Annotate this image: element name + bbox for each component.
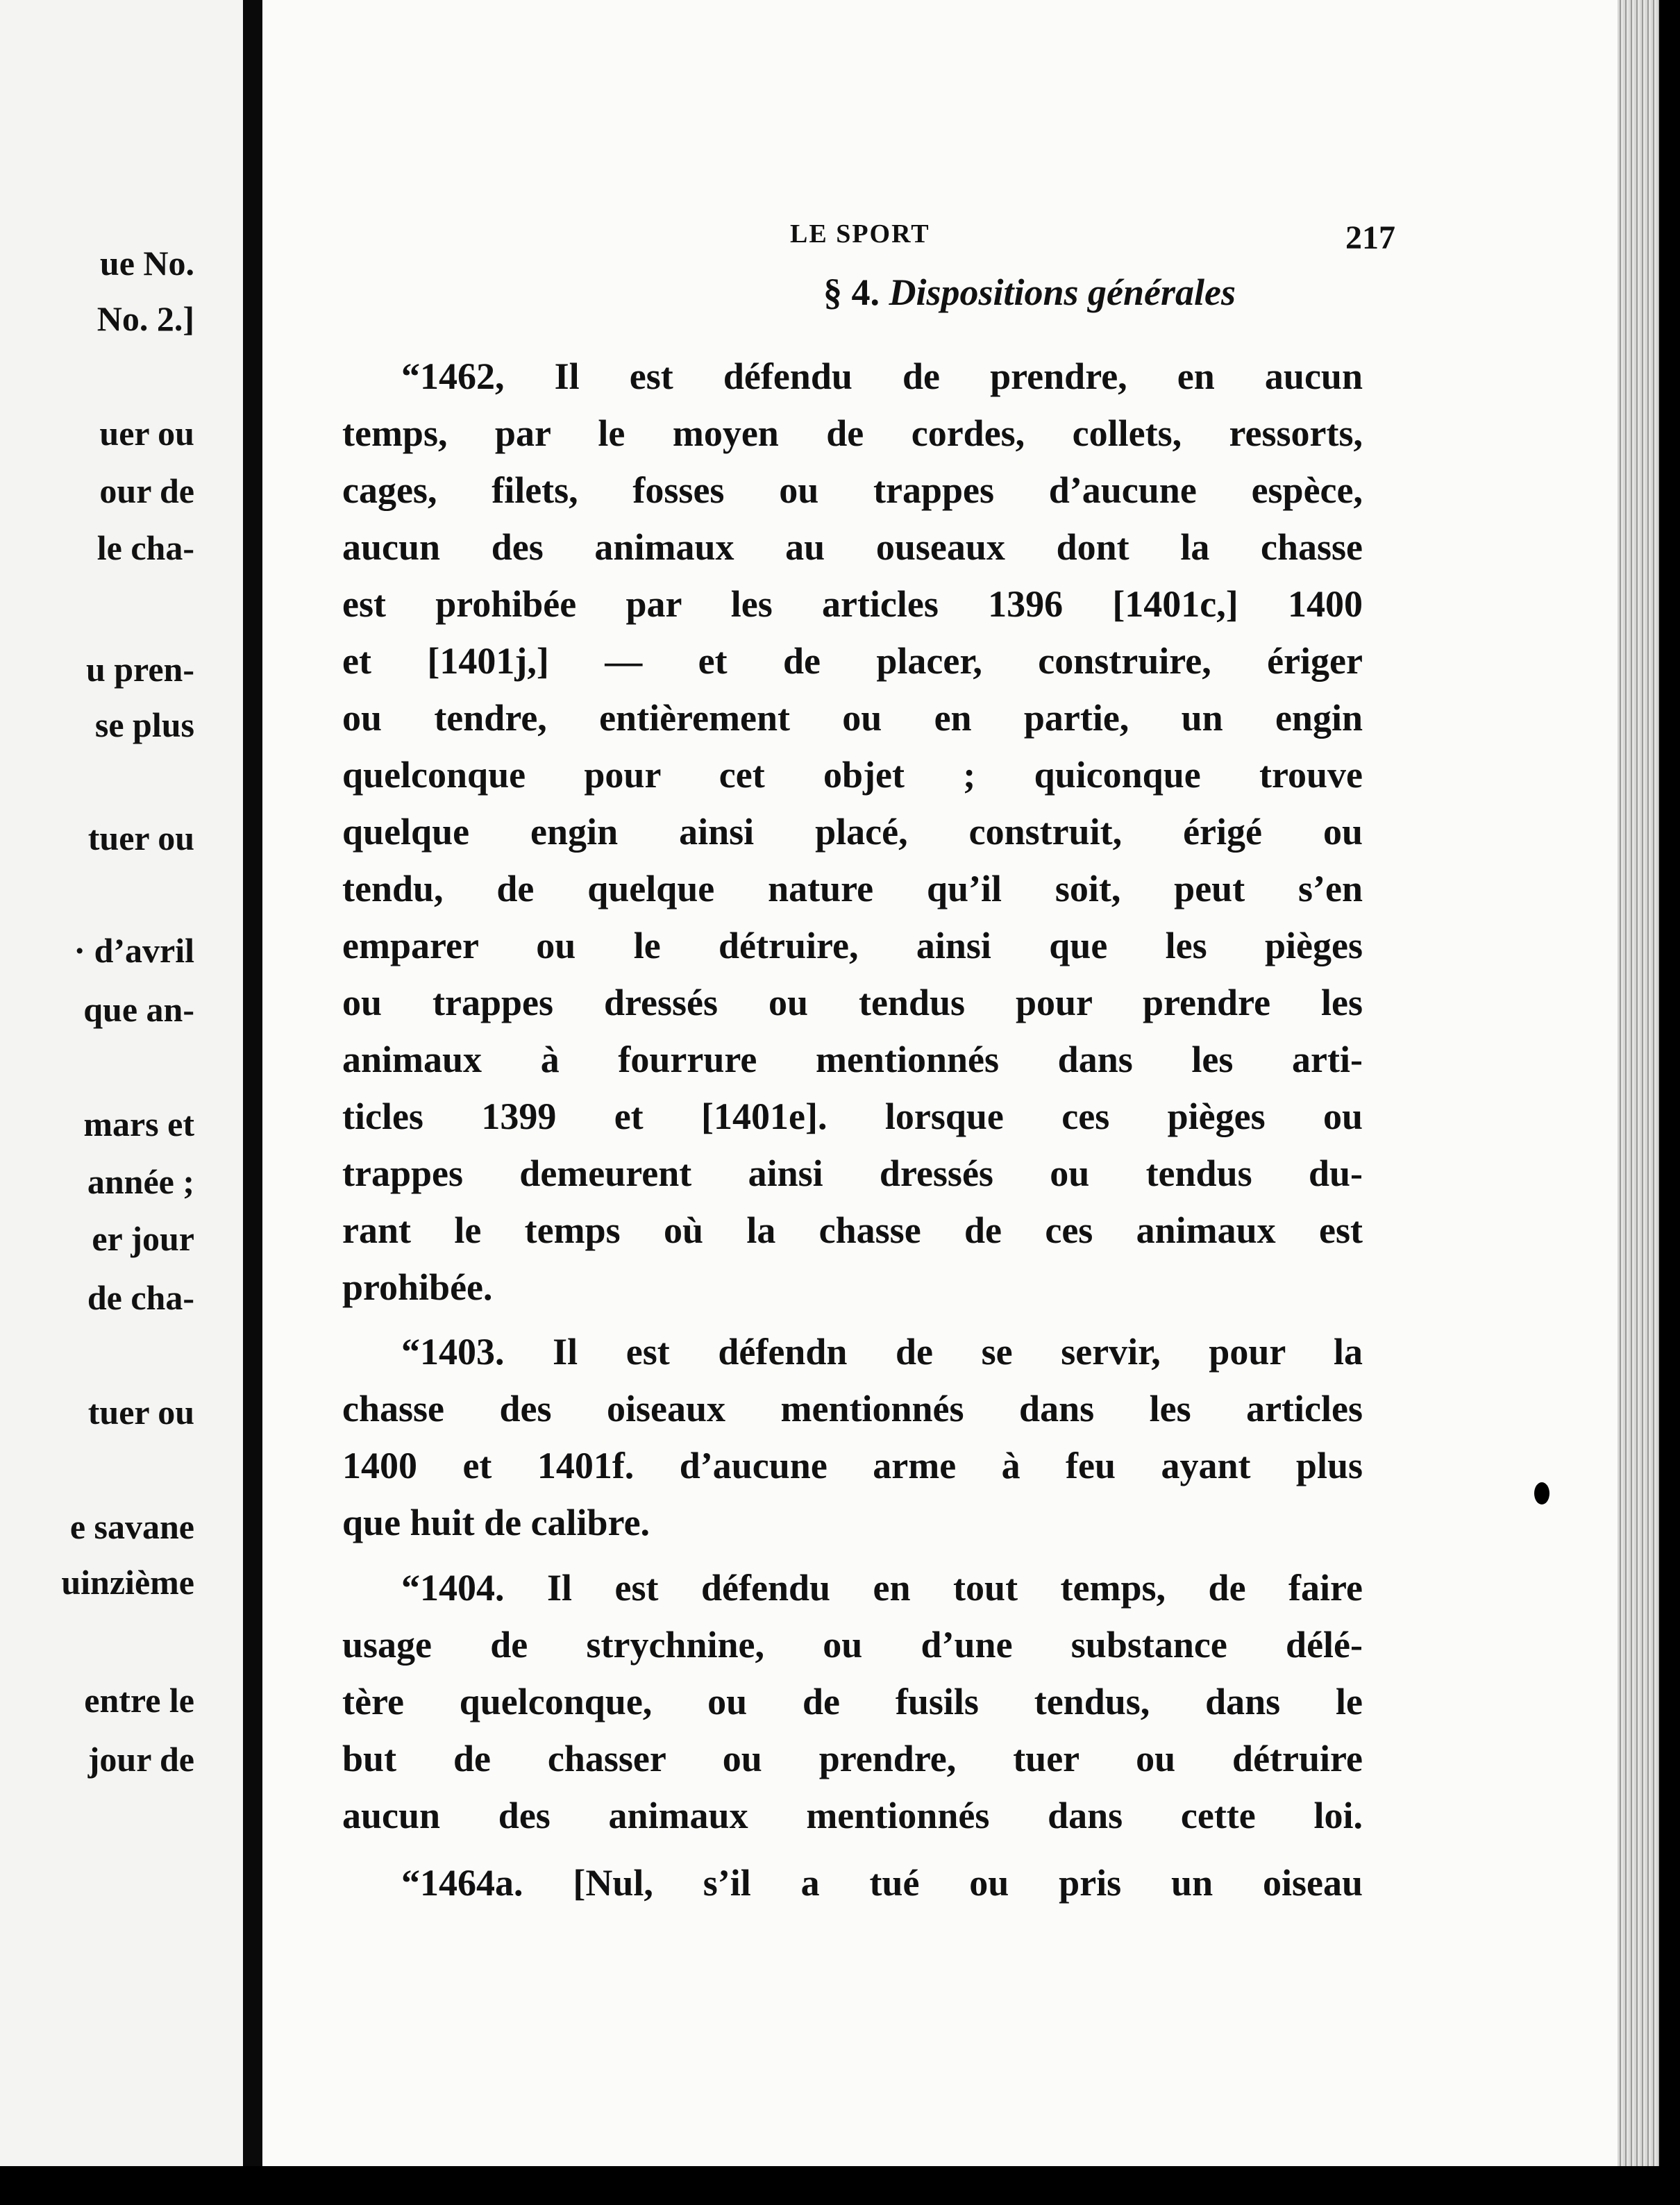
body-line: ou trappes dressés ou tendus pour prendre les <box>342 982 1363 1023</box>
left-page-line: mars et <box>83 1105 194 1143</box>
right-page <box>262 0 1637 2166</box>
left-page-line: No. 2.] <box>96 299 194 338</box>
left-page-line: uinzième <box>61 1563 194 1602</box>
left-page-line: uer ou <box>99 414 194 453</box>
body-line: trappes demeurent ainsi dressés ou tendus du- <box>342 1152 1363 1194</box>
left-page-line: · d’avril <box>74 931 194 970</box>
left-page-line: que an- <box>83 990 194 1029</box>
body-line: aucun des animaux au ouseaux dont la chasse <box>342 526 1363 568</box>
section-heading <box>596 271 1463 314</box>
body-line: cages, filets, fosses ou trappes d’aucune espèce, <box>342 469 1363 511</box>
body-line: “1403. Il est défendn de se servir, pour la <box>401 1331 1363 1373</box>
ink-spot <box>1534 1482 1549 1504</box>
body-line: animaux à fourrure mentionnés dans les arti- <box>342 1039 1363 1080</box>
body-line: prohibée. <box>342 1266 493 1308</box>
body-line: 1400 et 1401f. d’aucune arme à feu ayant plus <box>342 1445 1363 1486</box>
running-head: LE SPORT <box>790 219 930 249</box>
body-line: “1464a. [Nul, s’il a tué ou pris un oiseau <box>401 1862 1363 1904</box>
body-line: ou tendre, entièrement ou en partie, un engin <box>342 697 1363 739</box>
left-page-line: jour de <box>87 1740 194 1779</box>
body-line: “1404. Il est défendu en tout temps, de faire <box>401 1567 1363 1609</box>
body-line: usage de strychnine, ou d’une substance délé- <box>342 1624 1363 1666</box>
left-page-line: tuer ou <box>87 819 194 857</box>
section-title: Dispositions générales <box>889 271 1236 313</box>
left-page-line: de cha- <box>87 1278 194 1317</box>
body-line: but de chasser ou prendre, tuer ou détruire <box>342 1738 1363 1779</box>
body-line: quelconque pour cet objet ; quiconque trouve <box>342 754 1363 796</box>
left-page-line: our de <box>99 471 194 510</box>
body-line: chasse des oiseaux mentionnés dans les articles <box>342 1388 1363 1430</box>
body-line: temps, par le moyen de cordes, collets, ressorts, <box>342 412 1363 454</box>
left-page-line: année ; <box>87 1162 194 1201</box>
book-gutter <box>243 0 262 2205</box>
left-page-line: le cha- <box>96 528 194 567</box>
left-page-line: er jour <box>92 1219 194 1258</box>
section-number: § 4. <box>823 271 880 313</box>
body-line: est prohibée par les articles 1396 [1401c,] 1400 <box>342 583 1363 625</box>
body-line: aucun des animaux mentionnés dans cette loi. <box>342 1795 1363 1836</box>
body-line: tendu, de quelque nature qu’il soit, peut s’en <box>342 868 1363 909</box>
body-line: emparer ou le détruire, ainsi que les pièges <box>342 925 1363 966</box>
left-page <box>0 0 243 2166</box>
left-page-line: tuer ou <box>87 1393 194 1432</box>
left-page-line: u pren- <box>85 650 194 689</box>
body-line: “1462, Il est défendu de prendre, en aucun <box>401 355 1363 397</box>
scan-border <box>0 2166 1680 2205</box>
body-line: que huit de calibre. <box>342 1502 650 1543</box>
left-page-line: e savane <box>69 1507 194 1546</box>
body-line: rant le temps où la chasse de ces animaux est <box>342 1209 1363 1251</box>
page-edges <box>1618 0 1659 2166</box>
left-page-line: se plus <box>94 705 194 744</box>
page-number: 217 <box>1345 219 1395 256</box>
body-line: tère quelconque, ou de fusils tendus, dans le <box>342 1681 1363 1722</box>
body-line: et [1401j,] — et de placer, construire, ériger <box>342 640 1363 682</box>
body-line: ticles 1399 et [1401e]. lorsque ces pièges ou <box>342 1096 1363 1137</box>
body-line: quelque engin ainsi placé, construit, érigé ou <box>342 811 1363 853</box>
left-page-line: entre le <box>84 1681 194 1720</box>
left-page-line: ue No. <box>99 244 194 283</box>
